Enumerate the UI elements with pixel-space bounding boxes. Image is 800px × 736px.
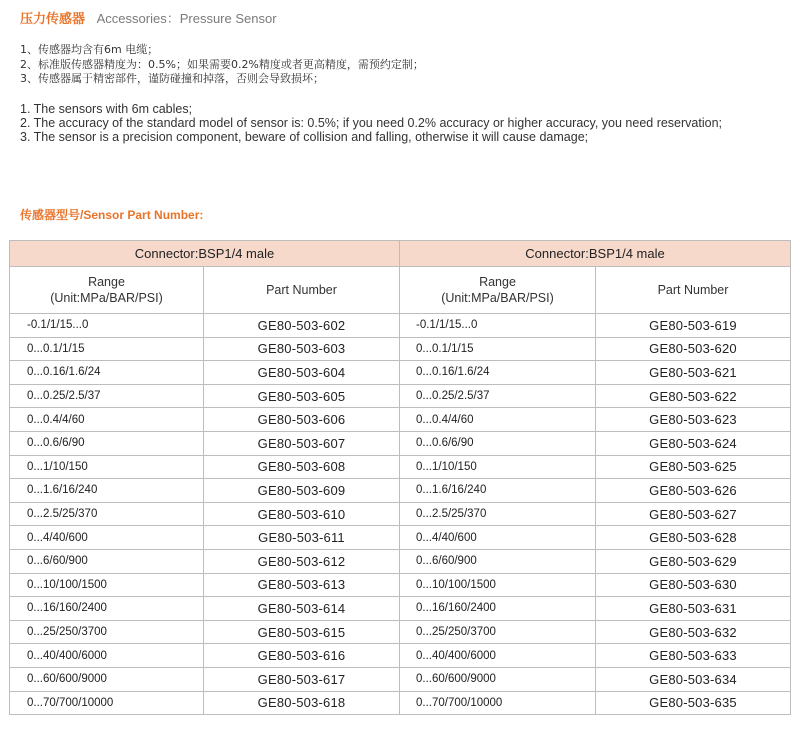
part-number-cell: GE80-503-628 (596, 526, 791, 550)
part-number-cell: GE80-503-612 (204, 549, 400, 573)
part-number-cell: GE80-503-624 (596, 431, 791, 455)
range-cell: 0...40/400/6000 (400, 644, 596, 668)
range-cell: 0...4/40/600 (10, 526, 204, 550)
range-header-label: Range (88, 275, 125, 289)
range-cell: 0...2.5/25/370 (10, 502, 204, 526)
range-cell: 0...6/60/900 (10, 549, 204, 573)
range-cell: 0...40/400/6000 (10, 644, 204, 668)
range-cell: 0...16/160/2400 (400, 597, 596, 621)
section-title: 传感器型号/Sensor Part Number: (20, 208, 204, 222)
part-number-cell: GE80-503-604 (204, 361, 400, 385)
range-cell: 0...0.16/1.6/24 (10, 361, 204, 385)
table-row (10, 620, 791, 644)
notes-en (20, 102, 722, 144)
range-header-unit: (Unit:MPa/BAR/PSI) (50, 291, 163, 305)
part-number-cell: GE80-503-634 (596, 667, 791, 691)
part-number-cell: GE80-503-630 (596, 573, 791, 597)
range-cell: 0...60/600/9000 (10, 667, 204, 691)
connector-header-left: Connector:BSP1/4 male (10, 241, 400, 267)
part-number-cell: GE80-503-610 (204, 502, 400, 526)
table-row (10, 479, 791, 503)
range-cell: 0...25/250/3700 (10, 620, 204, 644)
range-cell: 0...16/160/2400 (10, 597, 204, 621)
range-cell: -0.1/1/15...0 (400, 314, 596, 338)
note-en-3: 3. The sensor is a precision component, beware of collision and falling, otherwise it will cause damage; (20, 130, 589, 144)
table-row (10, 361, 791, 385)
note-cn-1: 1、传感器均含有6m 电缆； (20, 43, 159, 56)
table-row (10, 408, 791, 432)
range-cell: 0...1.6/16/240 (400, 479, 596, 503)
table-row (10, 384, 791, 408)
page-header (20, 8, 277, 27)
title-cn: 压力传感器 (20, 11, 86, 26)
range-header-label: Range (479, 275, 516, 289)
part-number-cell: GE80-503-625 (596, 455, 791, 479)
part-number-cell: GE80-503-633 (596, 644, 791, 668)
range-cell: 0...0.1/1/15 (400, 337, 596, 361)
range-cell: 0...25/250/3700 (400, 620, 596, 644)
table-row (10, 526, 791, 550)
notes-cn (20, 43, 424, 87)
note-cn-3: 3、传感器属于精密部件，谨防碰撞和掉落，否则会导致损坏； (20, 72, 324, 85)
note-cn-2: 2、标准版传感器精度为：0.5%；如果需要0.2%精度或者更高精度，需预约定制； (20, 57, 424, 71)
table-row (10, 502, 791, 526)
part-number-cell: GE80-503-609 (204, 479, 400, 503)
part-number-cell: GE80-503-613 (204, 573, 400, 597)
part-number-cell: GE80-503-608 (204, 455, 400, 479)
title-en: Accessories：Pressure Sensor (96, 11, 277, 26)
note-en-2: 2. The accuracy of the standard model of sensor is: 0.5%; if you need 0.2% accuracy or higher accuracy, you need reservation; (20, 116, 723, 130)
range-cell: 0...0.4/4/60 (400, 408, 596, 432)
range-cell: 0...1/10/150 (10, 455, 204, 479)
part-number-cell: GE80-503-617 (204, 667, 400, 691)
range-header-left (10, 267, 204, 314)
part-header-right: Part Number (596, 267, 791, 314)
range-cell: 0...10/100/1500 (400, 573, 596, 597)
table-row (10, 431, 791, 455)
range-cell: 0...4/40/600 (400, 526, 596, 550)
table-body (10, 314, 791, 715)
range-cell: 0...0.6/6/90 (400, 431, 596, 455)
part-number-cell: GE80-503-603 (204, 337, 400, 361)
table-row (10, 314, 791, 338)
table-row (10, 455, 791, 479)
range-cell: 0...10/100/1500 (10, 573, 204, 597)
range-cell: 0...60/600/9000 (400, 667, 596, 691)
part-number-cell: GE80-503-607 (204, 431, 400, 455)
connector-header-right: Connector:BSP1/4 male (400, 241, 791, 267)
range-cell: 0...1.6/16/240 (10, 479, 204, 503)
table-row (10, 644, 791, 668)
range-cell: 0...0.25/2.5/37 (400, 384, 596, 408)
part-number-cell: GE80-503-623 (596, 408, 791, 432)
range-cell: 0...0.16/1.6/24 (400, 361, 596, 385)
range-cell: 0...0.6/6/90 (10, 431, 204, 455)
range-header-right (400, 267, 596, 314)
range-cell: 0...2.5/25/370 (400, 502, 596, 526)
note-en-1: 1. The sensors with 6m cables; (20, 102, 193, 116)
part-number-cell: GE80-503-615 (204, 620, 400, 644)
range-cell: 0...0.25/2.5/37 (10, 384, 204, 408)
part-number-cell: GE80-503-606 (204, 408, 400, 432)
part-number-cell: GE80-503-629 (596, 549, 791, 573)
part-number-cell: GE80-503-611 (204, 526, 400, 550)
part-number-cell: GE80-503-627 (596, 502, 791, 526)
range-cell: 0...70/700/10000 (10, 691, 204, 715)
part-header-left: Part Number (204, 267, 400, 314)
part-number-cell: GE80-503-620 (596, 337, 791, 361)
table-row (10, 573, 791, 597)
part-number-cell: GE80-503-626 (596, 479, 791, 503)
table-row (10, 337, 791, 361)
table-row (10, 667, 791, 691)
part-number-cell: GE80-503-614 (204, 597, 400, 621)
part-number-cell: GE80-503-632 (596, 620, 791, 644)
part-number-cell: GE80-503-635 (596, 691, 791, 715)
part-number-cell: GE80-503-622 (596, 384, 791, 408)
part-number-cell: GE80-503-602 (204, 314, 400, 338)
part-number-cell: GE80-503-605 (204, 384, 400, 408)
range-cell: 0...70/700/10000 (400, 691, 596, 715)
part-number-cell: GE80-503-621 (596, 361, 791, 385)
range-cell: 0...0.1/1/15 (10, 337, 204, 361)
part-number-cell: GE80-503-616 (204, 644, 400, 668)
part-number-cell: GE80-503-618 (204, 691, 400, 715)
range-cell: 0...0.4/4/60 (10, 408, 204, 432)
part-number-table (9, 240, 791, 715)
range-cell: 0...6/60/900 (400, 549, 596, 573)
table-row (10, 691, 791, 715)
range-header-unit: (Unit:MPa/BAR/PSI) (441, 291, 554, 305)
part-number-cell: GE80-503-631 (596, 597, 791, 621)
table-row (10, 597, 791, 621)
table-row (10, 549, 791, 573)
range-cell: 0...1/10/150 (400, 455, 596, 479)
part-number-cell: GE80-503-619 (596, 314, 791, 338)
range-cell: -0.1/1/15...0 (10, 314, 204, 338)
